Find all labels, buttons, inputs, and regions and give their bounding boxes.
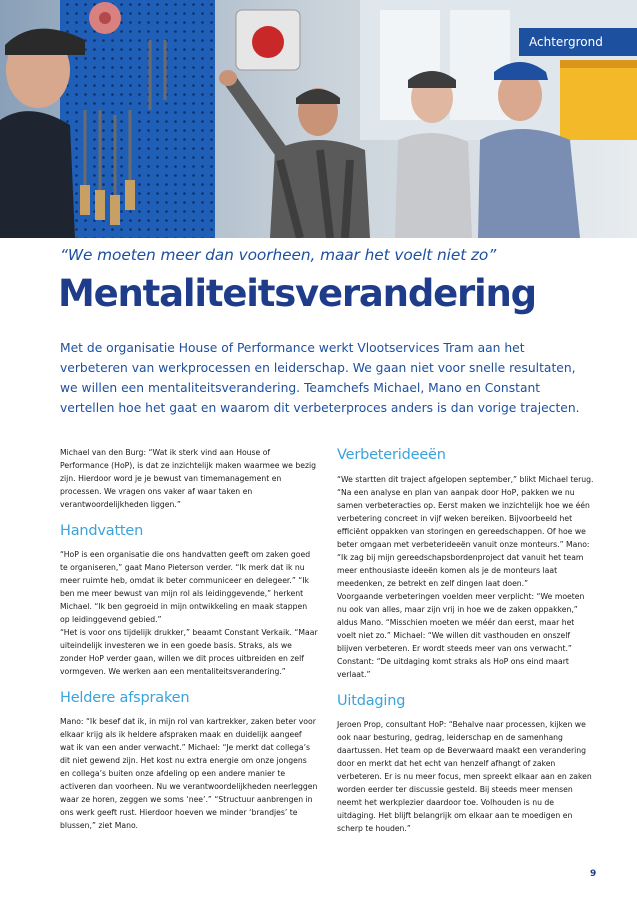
- right-paragraph-3: Jeroen Prop, consultant HoP: “Behalve naar processen, kijken we ook naar besturing, gedrag, leiderschap en de samenhang daartussen. Het team op de Beverwaard maakt een verandering door en merkt dat het echt van henzelf afhangt of zaken verbeteren. Er is nu meer focus, men spreekt elkaar aan en zaken worden eerder ter discussie gesteld. Bij steeds meer mensen neemt het werkplezier daardoor toe. Volhouden is nu de uitdaging. Het blijft belangrijk om elkaar aan te moedigen en scherp te houden.”: [337, 720, 592, 833]
- left-paragraph-3: “Het is voor ons tijdelijk drukker,” beaamt Constant Verkaik. “Maar uiteindelijk investeren we in een goede basis. Straks, als we zonder HoP verder gaan, willen we dit proces uitbreiden en zelf vormgeven. We werken aan een mentaliteitsverandering.”: [60, 628, 318, 676]
- section-tab-label: Achtergrond: [529, 35, 603, 49]
- heading-heldere-afspraken: Heldere afspraken: [60, 690, 190, 706]
- heading-handvatten: Handvatten: [60, 523, 144, 539]
- intro-paragraph: Met de organisatie House of Performance werkt Vlootservices Tram aan het verbeteren van werkprocessen en leiderschap. We gaan niet voor snelle resultaten, we willen een mentaliteitsverandering. Teamchefs Michael, Mano en Constant vertellen hoe het gaat en waarom dit verbeterproces anders is dan vorige trajecten.: [60, 341, 580, 415]
- left-paragraph-1: Michael van den Burg: “Wat ik sterk vind aan House of Performance (HoP), is dat ze inzichtelijk maken waarmee we bezig zijn. Hierdoor word je je bewust van timemanagement en processen. We vragen ons vaker af waar taken en verantwoordelijkheden liggen.”: [60, 448, 316, 509]
- left-column: [60, 446, 318, 832]
- pull-quote: “We moeten meer dan voorheen, maar het voelt niet zo”: [60, 246, 497, 264]
- heading-uitdaging: Uitdaging: [337, 693, 406, 709]
- right-paragraph-1: “We startten dit traject afgelopen september,” blikt Michael terug. “Na een analyse en plan van aanpak door HoP, pakken we nu samen verbeteracties op. Eerst maken we inzichtelijk hoe we één verbetering concreet in vijf weken bereiken. Bijvoorbeeld het efficiënt oppakken van storingen en gereedschappen. Of hoe we beter omgaan met verbeterideeën vanuit onze monteurs.” Mano: “Ik zag bij mijn gereedschapsbordenproject dat vanuit het team meer enthousiaste ideeën komen als je de monteurs laat meedenken, ze betrekt en zelf dingen laat doen.”: [337, 475, 594, 588]
- left-paragraph-2: “HoP is een organisatie die ons handvatten geeft om zaken goed te organiseren,” gaat Mano Pieterson verder. “Ik merk dat ik nu meer ruimte heb, omdat ik beter communiceer en delegeer.” “Ik ben me meer bewust van mijn rol als leidinggevende,” herkent Michael. “Ik ben gegroeid in mijn ontwikkeling en maak stappen op leidinggevend gebied.”: [60, 550, 311, 624]
- heading-verbeterideeen: Verbeterideeën: [337, 447, 446, 463]
- left-paragraph-4: Mano: “Ik besef dat ik, in mijn rol van kartrekker, zaken beter voor elkaar krijg als ik heldere afspraken maak en duidelijk aangeef wat ik van een ander verwacht.” Michael: “Je merkt dat collega’s dit niet gewend zijn. Het kost nu extra energie om onze jongens en collega’s buiten onze afdeling op een andere manier te activeren dan voorheen. Nu we verantwoordelijkheden neerleggen waar ze horen, zeggen we soms ‘nee’.” “Structuur aanbrengen in ons werk geeft rust. Hierdoor hoeven we minder ‘brandjes’ te blussen,” ziet Mano.: [60, 717, 318, 830]
- page-number: 9: [590, 869, 597, 879]
- page-title: Mentaliteitsverandering: [58, 272, 536, 315]
- right-column: [337, 446, 595, 835]
- section-tab: [519, 28, 637, 56]
- right-paragraph-2: Voorgaande verbeteringen voelden meer verplicht: “We moeten nu ook van alles, maar zijn vrij in hoe we de zaken oppakken,” aldus Mano. “Misschien moeten we méér dan eerst, maar het voelt niet zo.” Michael: “We willen dit vasthouden en onszelf blijven verbeteren. Er wordt steeds meer van ons verwacht.” Constant: “De uitdaging komt straks als HoP ons eind maart verlaat.”: [337, 592, 585, 679]
